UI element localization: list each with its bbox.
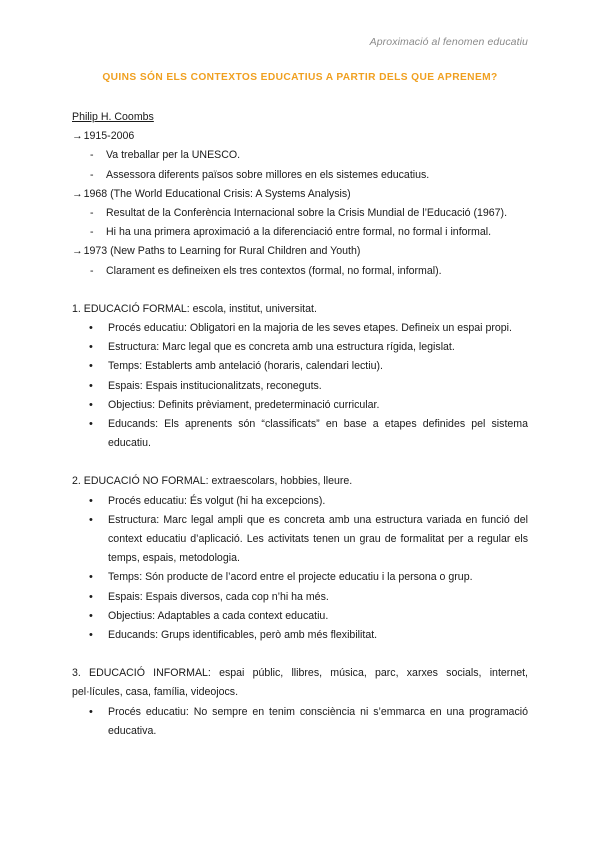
spacer bbox=[72, 645, 528, 664]
list-item: • Procés educatiu: No sempre en tenim consciència ni s’emmarca en una programació educativa. bbox=[72, 703, 528, 741]
timeline-list-1968 bbox=[72, 204, 528, 242]
list-item: • Objectius: Definits prèviament, predeterminació curricular. bbox=[72, 396, 528, 415]
list-item: • Procés educatiu: Obligatori en la majoria de les seves etapes. Defineix un espai propi. bbox=[72, 319, 528, 338]
list-item: • Procés educatiu: És volgut (hi ha excepcions). bbox=[72, 492, 528, 511]
list-item: • Estructura: Marc legal que es concreta amb una estructura rígida, legislat. bbox=[72, 338, 528, 357]
list-item: • Espais: Espais institucionalitzats, reconeguts. bbox=[72, 377, 528, 396]
list-item: • Educands: Els aprenents són “classificats” en base a etapes definides pel sistema educatiu. bbox=[72, 415, 528, 453]
list-item: • Estructura: Marc legal ampli que es concreta amb una estructura variada en funció del context educatiu d’aplicació. Les activitats tenen un grau de formalitat per a regular els temps, espais, metodologia. bbox=[72, 511, 528, 569]
list-item: • Espais: Espais diversos, cada cop n’hi ha més. bbox=[72, 588, 528, 607]
arrow-icon: → bbox=[72, 245, 83, 258]
list-item: - Va treballar per la UNESCO. bbox=[72, 146, 528, 165]
timeline-entry-1915 bbox=[72, 127, 528, 146]
list-item: - Resultat de la Conferència Internacional sobre la Crisis Mundial de l’Educació (1967). bbox=[72, 204, 528, 223]
list-item: - Hi ha una primera aproximació a la diferenciació entre formal, no formal i informal. bbox=[72, 223, 528, 242]
arrow-icon: → bbox=[72, 187, 83, 200]
list-item: - Clarament es defineixen els tres contextos (formal, no formal, informal). bbox=[72, 262, 528, 281]
timeline-label: 1968 (The World Educational Crisis: A Systems Analysis) bbox=[83, 187, 351, 200]
timeline-list-1973 bbox=[72, 262, 528, 281]
document-body bbox=[72, 108, 528, 741]
list-item: • Temps: Són producte de l’acord entre el projecte educatiu i la persona o grup. bbox=[72, 568, 528, 587]
section-heading-informal: 3. EDUCACIÓ INFORMAL: espai públic, llibres, música, parc, xarxes socials, internet, pel·lícules, casa, família, videojocs. bbox=[72, 667, 528, 699]
list-item: - Assessora diferents països sobre millores en els sistemes educatius. bbox=[72, 166, 528, 185]
arrow-icon: → bbox=[72, 130, 83, 143]
section-list-non-formal bbox=[72, 492, 528, 646]
timeline-entry-1973 bbox=[72, 242, 528, 261]
timeline-label: 1915-2006 bbox=[83, 130, 135, 143]
author-name: Philip H. Coombs bbox=[72, 111, 154, 123]
spacer bbox=[72, 281, 528, 300]
timeline-list-1915 bbox=[72, 146, 528, 184]
document-title: QUINS SÓN ELS CONTEXTOS EDUCATIUS A PARTIR DELS QUE APRENEM? bbox=[102, 72, 498, 83]
timeline-label: 1973 (New Paths to Learning for Rural Children and Youth) bbox=[83, 245, 361, 258]
spacer bbox=[72, 453, 528, 472]
timeline-entry-1968 bbox=[72, 185, 528, 204]
section-list-informal bbox=[72, 703, 528, 741]
list-item: • Temps: Establerts amb antelació (horaris, calendari lectiu). bbox=[72, 357, 528, 376]
running-header: Aproximació al fenomen educatiu bbox=[369, 36, 528, 48]
section-list-formal bbox=[72, 319, 528, 453]
section-heading-formal: 1. EDUCACIÓ FORMAL: escola, institut, universitat. bbox=[72, 302, 317, 315]
section-heading-non-formal: 2. EDUCACIÓ NO FORMAL: extraescolars, hobbies, lleure. bbox=[72, 475, 353, 488]
list-item: • Objectius: Adaptables a cada context educatiu. bbox=[72, 607, 528, 626]
list-item: • Educands: Grups identificables, però amb més flexibilitat. bbox=[72, 626, 528, 645]
